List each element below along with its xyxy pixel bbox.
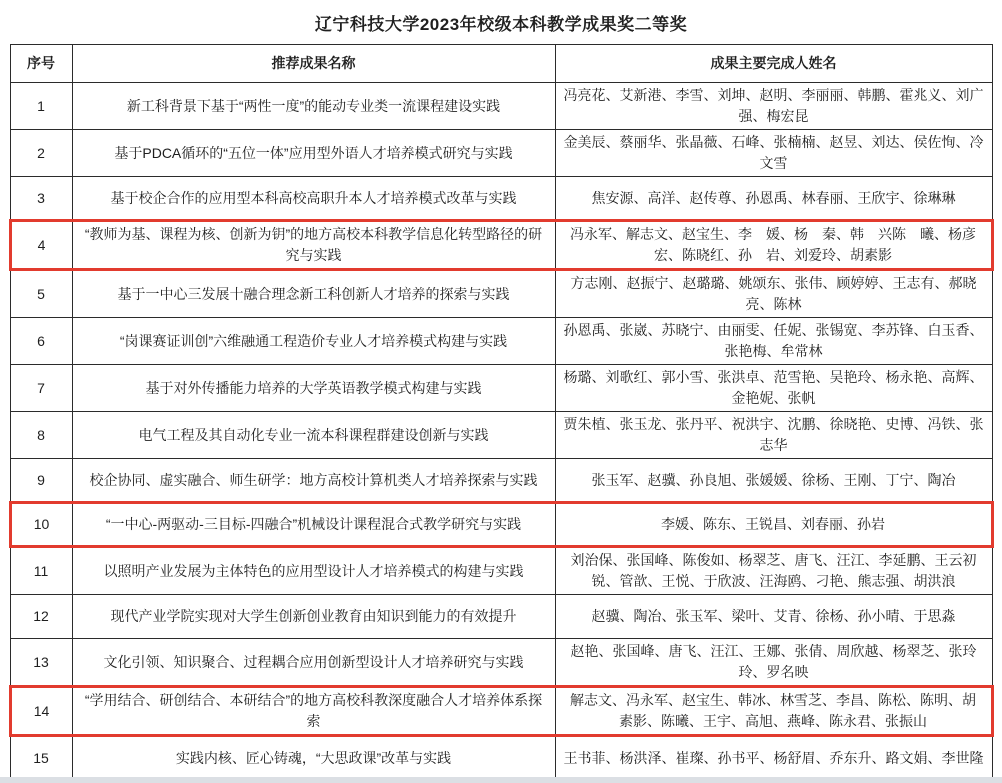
contributors-cell: 焦安源、高洋、赵传尊、孙恩禹、林春丽、王欣宇、徐琳琳: [555, 177, 992, 221]
table-row: [10, 595, 992, 639]
table-row: [10, 412, 992, 459]
row-index-cell: 14: [10, 687, 72, 736]
table-row: [10, 221, 992, 270]
row-index-cell: 4: [10, 221, 72, 270]
row-index-cell: 15: [10, 736, 72, 780]
contributors-cell: 贾朱植、张玉龙、张丹平、祝洪宇、沈鹏、徐晓艳、史博、冯铁、张志华: [555, 412, 992, 459]
awards-table: [9, 44, 994, 780]
row-index-cell: 5: [10, 270, 72, 318]
row-index-cell: 6: [10, 318, 72, 365]
achievement-name-cell: “一中心-两驱动-三目标-四融合”机械设计课程混合式教学研究与实践: [72, 503, 555, 547]
col-header-index: 序号: [10, 45, 72, 83]
col-header-contributors: 成果主要完成人姓名: [555, 45, 992, 83]
bottom-strip: [0, 777, 1002, 783]
table-row: [10, 318, 992, 365]
page-title: 辽宁科技大学2023年校级本科教学成果奖二等奖: [314, 15, 688, 34]
achievement-name-cell: 校企协同、虚实融合、师生研学：地方高校计算机类人才培养探索与实践: [72, 459, 555, 503]
table-row: [10, 547, 992, 595]
achievement-name-cell: “教师为基、课程为核、创新为钥”的地方高校本科教学信息化转型路径的研究与实践: [72, 221, 555, 270]
contributors-cell: 方志刚、赵振宁、赵璐璐、姚颂东、张伟、顾婷婷、王志有、郝晓亮、陈林: [555, 270, 992, 318]
table-row: [10, 736, 992, 780]
achievement-name-cell: 基于一中心三发展十融合理念新工科创新人才培养的探索与实践: [72, 270, 555, 318]
achievement-name-cell: 实践内核、匠心铸魂，“大思政课”改革与实践: [72, 736, 555, 780]
table-row: [10, 365, 992, 412]
contributors-cell: 冯永军、解志文、赵宝生、李 媛、杨 秦、韩 兴陈 曦、杨彦宏、陈晓红、孙 岩、刘爱玲、胡素影: [555, 221, 992, 270]
contributors-cell: 金美辰、蔡丽华、张晶薇、石峰、张楠楠、赵昱、刘达、侯佐恂、冷文雪: [555, 130, 992, 177]
achievement-name-cell: 以照明产业发展为主体特色的应用型设计人才培养模式的构建与实践: [72, 547, 555, 595]
achievement-name-cell: “岗课赛证训创”六维融通工程造价专业人才培养模式构建与实践: [72, 318, 555, 365]
contributors-cell: 赵艳、张国峰、唐飞、汪江、王娜、张倩、周欣越、杨翠芝、张玲玲、罗名映: [555, 639, 992, 687]
achievement-name-cell: 电气工程及其自动化专业一流本科课程群建设创新与实践: [72, 412, 555, 459]
row-index-cell: 9: [10, 459, 72, 503]
table-row: [10, 130, 992, 177]
row-index-cell: 7: [10, 365, 72, 412]
contributors-cell: 冯亮花、艾新港、李雪、刘坤、赵明、李丽丽、韩鹏、霍兆义、刘广强、梅宏昆: [555, 83, 992, 130]
table-row: [10, 83, 992, 130]
achievement-name-cell: 现代产业学院实现对大学生创新创业教育由知识到能力的有效提升: [72, 595, 555, 639]
table-row: [10, 459, 992, 503]
row-index-cell: 3: [10, 177, 72, 221]
contributors-cell: 李媛、陈东、王锐昌、刘春丽、孙岩: [555, 503, 992, 547]
row-index-cell: 2: [10, 130, 72, 177]
achievement-name-cell: 基于校企合作的应用型本科高校高职升本人才培养模式改革与实践: [72, 177, 555, 221]
table-row: [10, 503, 992, 547]
row-index-cell: 1: [10, 83, 72, 130]
achievement-name-cell: 文化引领、知识聚合、过程耦合应用创新型设计人才培养研究与实践: [72, 639, 555, 687]
table-row: [10, 687, 992, 736]
contributors-cell: 孙恩禹、张崴、苏晓宁、由丽雯、任妮、张锡宽、李苏锋、白玉香、张艳梅、牟常林: [555, 318, 992, 365]
row-index-cell: 10: [10, 503, 72, 547]
contributors-cell: 张玉军、赵骥、孙良旭、张媛媛、徐杨、王刚、丁宁、陶冶: [555, 459, 992, 503]
contributors-cell: 解志文、冯永军、赵宝生、韩冰、林雪芝、李昌、陈松、陈明、胡素影、陈曦、王宇、高旭、燕峰、陈永君、张振山: [555, 687, 992, 736]
table-row: [10, 639, 992, 687]
achievement-name-cell: 新工科背景下基于“两性一度”的能动专业类一流课程建设实践: [72, 83, 555, 130]
awards-table-body: [10, 83, 992, 780]
achievement-name-cell: 基于对外传播能力培养的大学英语教学模式构建与实践: [72, 365, 555, 412]
col-header-achievement-name: 推荐成果名称: [72, 45, 555, 83]
contributors-cell: 王书菲、杨洪泽、崔璨、孙书平、杨舒眉、乔东升、路文娟、李世隆: [555, 736, 992, 780]
achievement-name-cell: 基于PDCA循环的“五位一体”应用型外语人才培养模式研究与实践: [72, 130, 555, 177]
contributors-cell: 刘治保、张国峰、陈俊如、杨翠芝、唐飞、汪江、李延鹏、王云初锐、管歆、王悦、于欣波、汪海鸥、刁艳、熊志强、胡洪浪: [555, 547, 992, 595]
row-index-cell: 11: [10, 547, 72, 595]
table-row: [10, 270, 992, 318]
contributors-cell: 赵骥、陶冶、张玉军、梁叶、艾青、徐杨、孙小晴、于思淼: [555, 595, 992, 639]
contributors-cell: 杨璐、刘歌红、郭小雪、张洪卓、范雪艳、吴艳玲、杨永艳、高辉、金艳妮、张帆: [555, 365, 992, 412]
row-index-cell: 12: [10, 595, 72, 639]
row-index-cell: 8: [10, 412, 72, 459]
table-row: [10, 177, 992, 221]
achievement-name-cell: “学用结合、研创结合、本研结合”的地方高校科教深度融合人才培养体系探索: [72, 687, 555, 736]
table-header-row: [10, 45, 992, 83]
row-index-cell: 13: [10, 639, 72, 687]
